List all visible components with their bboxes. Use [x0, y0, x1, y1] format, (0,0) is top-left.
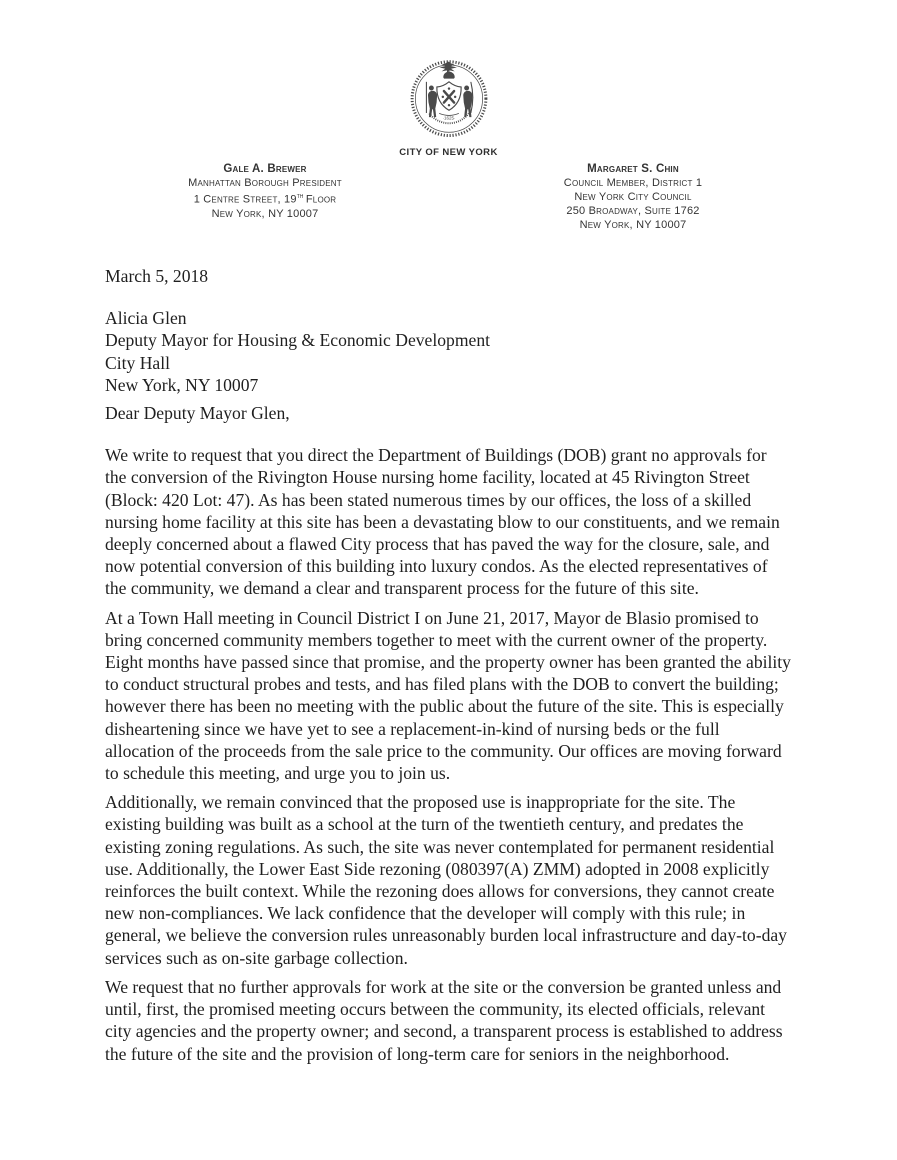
official-name: Margaret S. Chin [587, 163, 679, 175]
seal-windmill-shield [436, 82, 460, 110]
salutation: Dear Deputy Mayor Glen, [105, 403, 290, 424]
letter-paragraph-4: We request that no further approvals for work at the site or the conversion be granted unless and until, first, the promised meeting occurs between the community, its elected officials, relevant city agencies and the property owner; and second, a transparent process is established to address the future of the site and the provision of long-term care for seniors in the neighborhood. [105, 976, 783, 1064]
letter-body [0, 265, 897, 1065]
letter-paragraph-2: At a Town Hall meeting in Council District I on June 21, 2017, Mayor de Blasio promised to bring concerned community members together to meet with the current owner of the property. Eight months have passed since that promise, and the property owner has been granted the ability to conduct structural probes and tests, and has filed plans with the DOB to convert the building; however there has been no meeting with the public about the future of the site. This is especially disheartening since we have yet to see a replacement-in-kind of nursing beds or the full allocation of the proceeds from the sale price to the community. Our offices are moving forward to schedule this meeting, and urge you to join us. [105, 607, 791, 784]
official-address-line: New York, NY 10007 [211, 207, 319, 220]
letter-paragraph-1: We write to request that you direct the Department of Buildings (DOB) grant no approvals for the conversion of the Rivington House nursing home facility, located at 45 Rivington Street (Block: 420 Lot: 47). As has been stated numerous times by our offices, the loss of a skilled nursing home facility at this site has been a devastating blow to our constituents, and we remain deeply concerned about a flawed City process that has paved the way for the closure, sale, and now potential conversion of this building into luxury condos. As the elected representatives of the community, we demand a clear and transparent process for the future of this site. [105, 445, 780, 599]
officials-row [0, 162, 897, 232]
nyc-city-seal-icon [408, 54, 490, 140]
official-address-line: 1 Centre Street, 19th Floor [193, 193, 337, 206]
letter-date: March 5, 2018 [105, 266, 209, 286]
seal-year: ·1625· [441, 115, 456, 121]
letterhead [0, 0, 897, 158]
official-address-line: New York, NY 10007 [579, 219, 687, 231]
seal-sailor-figure [425, 82, 436, 117]
seal-caption: CITY OF NEW YORK [399, 147, 498, 158]
letter-paragraph-3: Additionally, we remain convinced that the proposed use is inappropriate for the site. The existing building was built as a school at the turn of the twentieth century, and predates the existing zoning regulations. As such, the site was never contemplated for permanent residential use. Additionally, the Lower East Side rezoning (080397(A) ZMM) adopted in 2008 explicitly reinforces the built context. While the rezoning does allows for conversions, they cannot create new non-compliances. We lack confidence that the developer will comply with this rule; in general, we believe the conversion rules unreasonably burden local infrastructure and day-to-day services such as on-site garbage collection. [105, 792, 787, 968]
official-title: Manhattan Borough President [188, 177, 342, 189]
official-name: Gale A. Brewer [223, 163, 307, 175]
recipient-address: Alicia Glen Deputy Mayor for Housing & Economic Development City Hall New York, NY 10007 [105, 308, 491, 395]
official-org: New York City Council [574, 191, 692, 203]
official-block-brewer [165, 162, 365, 232]
official-title: Council Member, District 1 [563, 177, 703, 189]
official-block-chin [533, 162, 733, 232]
seal-native-figure [463, 82, 473, 117]
official-address-line: 250 Broadway, Suite 1762 [566, 205, 700, 217]
